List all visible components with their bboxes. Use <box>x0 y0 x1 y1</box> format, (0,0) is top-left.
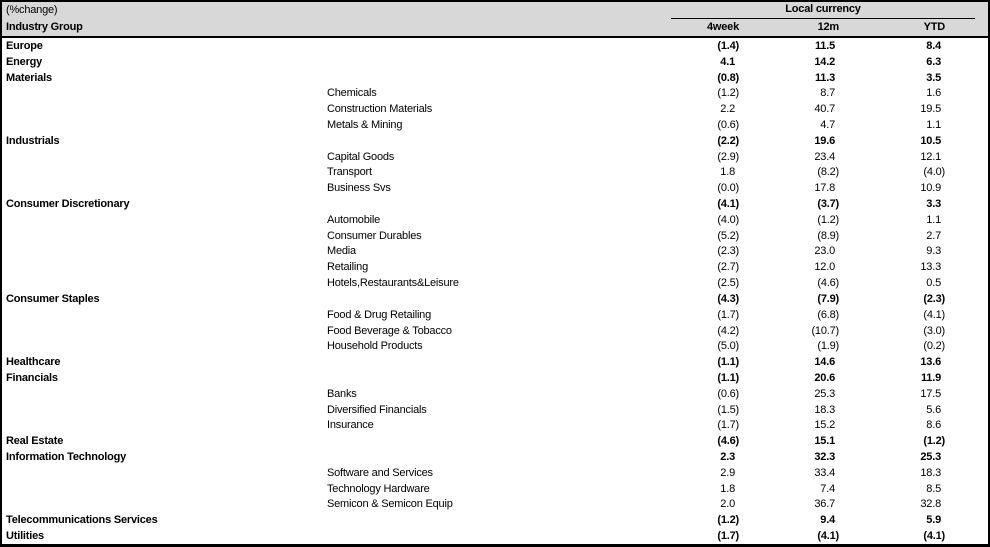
industry-group-cell: Financials <box>6 371 58 384</box>
sub-industry-cell: Food & Drug Retailing <box>327 308 432 321</box>
value-cell: 32.3 <box>814 451 835 464</box>
value-cell: 1.1 <box>926 118 941 131</box>
table-row <box>2 196 988 212</box>
value-cell: (2.5) <box>717 277 739 290</box>
value-cell: (1.7) <box>717 419 739 432</box>
industry-group-cell: Materials <box>6 71 52 84</box>
value-cell: (8.2) <box>817 166 839 179</box>
table-row <box>2 449 988 465</box>
value-cell: (3.0) <box>923 324 945 337</box>
header-row-columns <box>2 19 988 36</box>
value-cell: 23.4 <box>814 150 835 163</box>
value-cell: (4.3) <box>717 292 739 305</box>
table-row <box>2 259 988 275</box>
value-cell: 12.0 <box>814 261 835 274</box>
sub-industry-cell: Household Products <box>327 340 423 353</box>
value-cell: (2.7) <box>717 261 739 274</box>
value-cell: (1.1) <box>717 371 739 384</box>
value-cell: (1.2) <box>717 87 739 100</box>
industry-group-column-header: Industry Group <box>6 21 83 33</box>
sub-industry-cell: Food Beverage & Tobacco <box>327 324 452 337</box>
sub-industry-cell: Hotels,Restaurants&Leisure <box>327 277 459 290</box>
industry-group-cell: Consumer Discretionary <box>6 198 130 211</box>
value-cell: 8.6 <box>926 419 941 432</box>
value-cell: (2.9) <box>717 150 739 163</box>
table-row <box>2 370 988 386</box>
value-cell: 17.5 <box>920 387 941 400</box>
value-cell: 3.5 <box>926 71 941 84</box>
table-row <box>2 402 988 418</box>
table-row <box>2 149 988 165</box>
industry-group-cell: Consumer Staples <box>6 292 100 305</box>
table-row <box>2 497 988 513</box>
value-cell: 0.5 <box>926 277 941 290</box>
value-cell: (1.1) <box>717 356 739 369</box>
value-cell: 15.2 <box>814 419 835 432</box>
value-cell: 2.2 <box>720 103 735 116</box>
value-cell: (4.6) <box>817 277 839 290</box>
sub-industry-cell: Transport <box>327 166 372 179</box>
table-row <box>2 291 988 307</box>
column-header-ytd: YTD <box>923 21 945 33</box>
value-cell: 2.7 <box>926 229 941 242</box>
header-spacer <box>327 19 639 36</box>
table-row <box>2 528 988 544</box>
table-row <box>2 386 988 402</box>
value-cell: 17.8 <box>814 182 835 195</box>
table-row <box>2 54 988 70</box>
column-header-12m: 12m <box>817 21 839 33</box>
value-cell: (1.2) <box>923 435 945 448</box>
value-cell: (4.0) <box>923 166 945 179</box>
value-cell: 25.3 <box>814 387 835 400</box>
sub-industry-cell: Semicon & Semicon Equip <box>327 498 453 511</box>
value-cell: 1.1 <box>926 213 941 226</box>
table-row <box>2 418 988 434</box>
value-cell: (0.0) <box>717 182 739 195</box>
value-cell: 40.7 <box>814 103 835 116</box>
value-cell: (2.3) <box>717 245 739 258</box>
value-cell: 36.7 <box>814 498 835 511</box>
sub-industry-cell: Diversified Financials <box>327 403 427 416</box>
industry-group-cell: Energy <box>6 55 43 68</box>
header-row-currency <box>2 2 988 19</box>
value-cell: (4.0) <box>717 213 739 226</box>
value-cell: 1.8 <box>720 482 735 495</box>
table-row <box>2 180 988 196</box>
value-cell: 13.3 <box>920 261 941 274</box>
sub-industry-cell: Construction Materials <box>327 103 433 116</box>
table-row <box>2 323 988 339</box>
table-row <box>2 70 988 86</box>
value-cell: (3.7) <box>817 198 839 211</box>
sub-industry-cell: Media <box>327 245 356 258</box>
table-row <box>2 117 988 133</box>
value-cell: 18.3 <box>920 466 941 479</box>
value-cell: 4.7 <box>820 118 835 131</box>
table-row <box>2 244 988 260</box>
value-cell: (0.6) <box>717 387 739 400</box>
value-cell: (4.1) <box>923 308 945 321</box>
value-cell: (1.4) <box>717 39 739 52</box>
value-cell: 13.6 <box>920 356 941 369</box>
value-cell: (8.9) <box>817 229 839 242</box>
table-row <box>2 85 988 101</box>
industry-group-cell: Industrials <box>6 134 60 147</box>
table-row <box>2 101 988 117</box>
industry-group-cell: Europe <box>6 39 43 52</box>
value-cell: (5.2) <box>717 229 739 242</box>
value-cell: 33.4 <box>814 466 835 479</box>
sub-industry-cell: Software and Services <box>327 466 433 479</box>
sub-industry-cell: Retailing <box>327 261 369 274</box>
value-cell: 20.6 <box>814 371 835 384</box>
value-cell: (6.8) <box>817 308 839 321</box>
value-cell: (1.9) <box>817 340 839 353</box>
value-cell: 11.3 <box>814 71 835 84</box>
industry-group-cell: Real Estate <box>6 435 64 448</box>
value-cell: 10.9 <box>920 182 941 195</box>
value-cell: 15.1 <box>814 435 835 448</box>
value-cell: (2.3) <box>923 292 945 305</box>
sub-industry-cell: Consumer Durables <box>327 229 422 242</box>
value-cell: (10.7) <box>811 324 839 337</box>
table-row <box>2 481 988 497</box>
percent-change-label: (%change) <box>6 4 58 16</box>
value-cell: 7.4 <box>820 482 835 495</box>
value-cell: (7.9) <box>817 292 839 305</box>
table-row <box>2 338 988 354</box>
value-cell: 11.5 <box>814 39 835 52</box>
value-cell: 9.4 <box>820 514 835 527</box>
value-cell: 8.4 <box>926 39 941 52</box>
table-row <box>2 212 988 228</box>
value-cell: (1.7) <box>717 530 739 543</box>
sub-industry-cell: Banks <box>327 387 357 400</box>
sub-industry-cell: Business Svs <box>327 182 391 195</box>
table-header <box>2 2 988 38</box>
value-cell: 1.8 <box>720 166 735 179</box>
value-cell: 5.9 <box>926 514 941 527</box>
table-row <box>2 38 988 54</box>
value-cell: 10.5 <box>920 134 941 147</box>
sub-industry-cell: Technology Hardware <box>327 482 430 495</box>
value-cell: 32.8 <box>920 498 941 511</box>
industry-group-cell: Information Technology <box>6 451 127 464</box>
table-row <box>2 433 988 449</box>
table-row <box>2 275 988 291</box>
value-cell: (4.1) <box>817 530 839 543</box>
value-cell: 8.5 <box>926 482 941 495</box>
value-cell: 6.3 <box>926 55 941 68</box>
value-cell: 14.6 <box>814 356 835 369</box>
value-cell: (1.2) <box>717 514 739 527</box>
value-cell: (1.2) <box>817 213 839 226</box>
value-cell: 1.6 <box>926 87 941 100</box>
value-cell: 2.3 <box>720 451 735 464</box>
table-row <box>2 228 988 244</box>
value-cell: 19.5 <box>920 103 941 116</box>
value-cell: 5.6 <box>926 403 941 416</box>
value-cell: 12.1 <box>920 150 941 163</box>
value-cell: (0.6) <box>717 118 739 131</box>
value-cell: 18.3 <box>814 403 835 416</box>
value-cell: (0.2) <box>923 340 945 353</box>
value-cell: 2.9 <box>720 466 735 479</box>
table-body <box>2 38 988 544</box>
value-cell: (4.1) <box>717 198 739 211</box>
column-header-4week: 4week <box>706 21 739 33</box>
value-cell: (1.5) <box>717 403 739 416</box>
industry-group-cell: Telecommunications Services <box>6 514 158 527</box>
value-cell: 19.6 <box>814 134 835 147</box>
value-cell: 23.0 <box>814 245 835 258</box>
value-cell: (2.2) <box>717 134 739 147</box>
table-row <box>2 133 988 149</box>
table-row <box>2 512 988 528</box>
value-cell: 2.0 <box>720 498 735 511</box>
value-cell: (1.7) <box>717 308 739 321</box>
sub-industry-cell: Insurance <box>327 419 374 432</box>
sub-industry-cell: Automobile <box>327 213 381 226</box>
value-cell: 8.7 <box>820 87 835 100</box>
value-cell: 3.3 <box>926 198 941 211</box>
value-cell: (4.1) <box>923 530 945 543</box>
value-cell: (5.0) <box>717 340 739 353</box>
value-cell: (0.8) <box>717 71 739 84</box>
sub-industry-cell: Metals & Mining <box>327 118 403 131</box>
industry-group-cell: Healthcare <box>6 356 61 369</box>
local-currency-header: Local currency <box>671 2 975 19</box>
table-row <box>2 165 988 181</box>
value-cell: 11.9 <box>920 371 941 384</box>
value-cell: 4.1 <box>720 55 735 68</box>
table-row <box>2 354 988 370</box>
industry-group-cell: Utilities <box>6 530 44 543</box>
value-cell: (4.6) <box>717 435 739 448</box>
value-cell: (4.2) <box>717 324 739 337</box>
table-row <box>2 465 988 481</box>
value-cell: 14.2 <box>814 55 835 68</box>
table-row <box>2 307 988 323</box>
sub-industry-cell: Capital Goods <box>327 150 395 163</box>
sub-industry-cell: Chemicals <box>327 87 377 100</box>
value-cell: 25.3 <box>920 451 941 464</box>
value-cell: 9.3 <box>926 245 941 258</box>
